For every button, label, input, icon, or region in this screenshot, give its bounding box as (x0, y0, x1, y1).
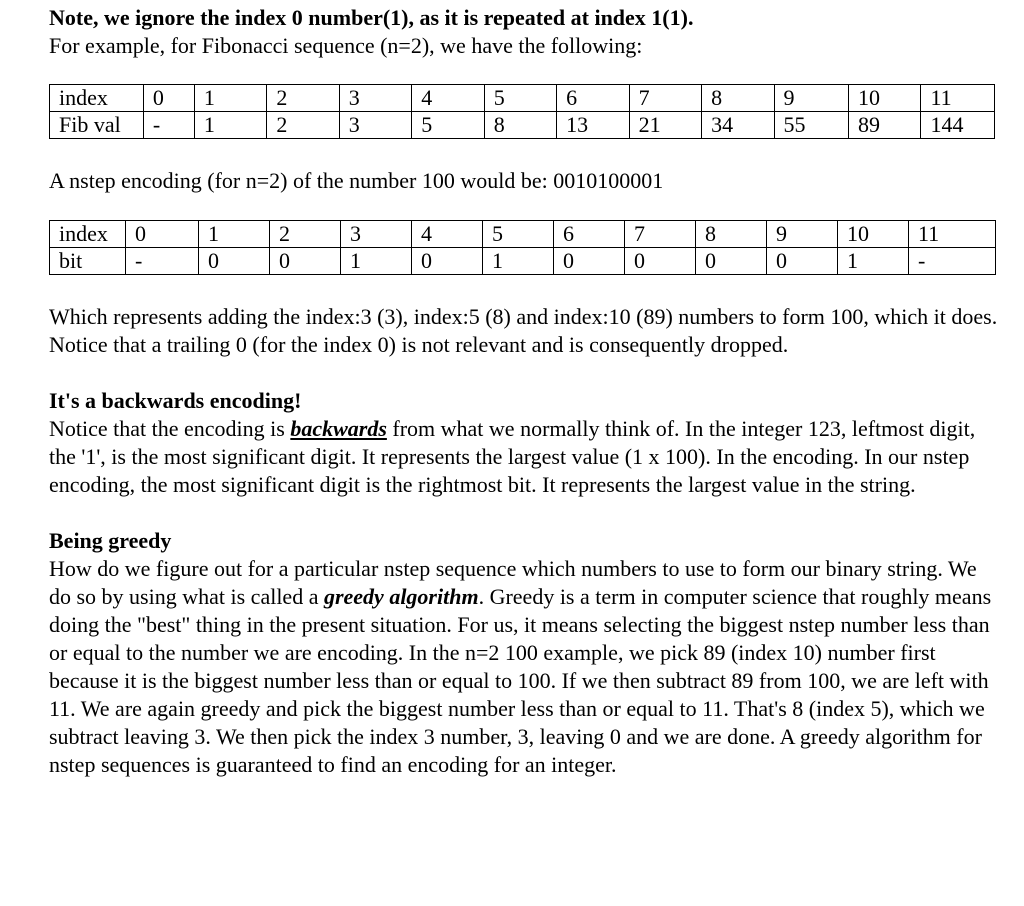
backwards-text-after: from what we normally think of. In the integer 123, leftmost digit, the '1', is the most significant digit. It represents the largest value (1 x 100). In the encoding. In our nstep encoding, the most significant digit is the rightmost bit. It represents the largest value in the string. (49, 416, 976, 497)
table-cell: 1 (194, 112, 266, 139)
fibonacci-table (49, 84, 995, 139)
table-cell: 1 (483, 248, 554, 275)
table-cell: 3 (339, 85, 411, 112)
document-page (49, 4, 999, 779)
index-row (50, 85, 995, 112)
table-cell: 3 (341, 221, 412, 248)
table-cell: 0 (126, 221, 199, 248)
table-cell: Fib val (50, 112, 144, 139)
table-cell: 0 (412, 248, 483, 275)
table-cell: 7 (629, 85, 701, 112)
bit-table (49, 220, 996, 275)
table-cell: 0 (143, 85, 194, 112)
index-row (50, 221, 996, 248)
table-cell: 0 (696, 248, 767, 275)
table-cell: 6 (554, 221, 625, 248)
table-cell: 1 (199, 221, 270, 248)
table-cell: 4 (412, 85, 484, 112)
table-cell: 1 (341, 248, 412, 275)
backwards-paragraph (49, 415, 999, 499)
example-line: For example, for Fibonacci sequence (n=2), we have the following: (49, 33, 643, 58)
table-cell: bit (50, 248, 126, 275)
table-cell: 34 (702, 112, 774, 139)
table-cell: 1 (194, 85, 266, 112)
note-bold-line: Note, we ignore the index 0 number(1), as it is repeated at index 1(1). (49, 5, 694, 30)
table-cell: 8 (696, 221, 767, 248)
table-cell: 0 (270, 248, 341, 275)
table-cell: 8 (484, 112, 556, 139)
table-cell: index (50, 85, 144, 112)
table-cell: 0 (767, 248, 838, 275)
table-cell: 5 (483, 221, 554, 248)
encoding-intro: A nstep encoding (for n=2) of the number 100 would be: 0010100001 (49, 168, 664, 193)
table-cell: index (50, 221, 126, 248)
table-cell: 11 (921, 85, 995, 112)
greedy-emphasis: greedy algorithm (323, 584, 479, 609)
table-cell: - (909, 248, 996, 275)
table-cell: 9 (767, 221, 838, 248)
table-cell: 0 (554, 248, 625, 275)
table-cell: 9 (774, 85, 848, 112)
backwards-emphasis: backwards (290, 416, 387, 441)
table-cell: 2 (270, 221, 341, 248)
table-cell: 55 (774, 112, 848, 139)
table-cell: 21 (629, 112, 701, 139)
fibonacci-table-body (50, 85, 995, 139)
greedy-paragraph (49, 555, 999, 779)
table-cell: 5 (412, 112, 484, 139)
table-cell: - (126, 248, 199, 275)
backwards-heading: It's a backwards encoding! (49, 388, 302, 413)
table-cell: 13 (557, 112, 629, 139)
table-cell: 4 (412, 221, 483, 248)
backwards-text-before: Notice that the encoding is (49, 416, 291, 441)
table-cell: 2 (267, 85, 339, 112)
table-cell: 0 (199, 248, 270, 275)
greedy-heading: Being greedy (49, 528, 172, 553)
greedy-text-before: How do we figure out for a particular nstep sequence which numbers to use to form our binary string. We do so by using what is called a (49, 556, 977, 609)
fib-value-row (50, 112, 995, 139)
table-cell: 0 (625, 248, 696, 275)
bit-row (50, 248, 996, 275)
table-cell: 2 (267, 112, 339, 139)
table-cell: 1 (838, 248, 909, 275)
table-cell: 7 (625, 221, 696, 248)
greedy-text-after: . Greedy is a term in computer science that roughly means doing the "best" thing in the present situation. For us, it means selecting the biggest nstep number less than or equal to the number we are encoding. In the n=2 100 example, we pick 89 (index 10) number first because it is the biggest number less than or equal to 100. If we then subtract 89 from 100, we are left with 11. We are again greedy and pick the biggest number less than or equal to 11. That's 8 (index 5), which we subtract leaving 3. We then pick the index 3 number, 3, leaving 0 and we are done. A greedy algorithm for nstep sequences is guaranteed to find an encoding for an integer. (49, 584, 992, 777)
table-cell: 10 (838, 221, 909, 248)
table-cell: 89 (849, 112, 921, 139)
table-cell: - (143, 112, 194, 139)
table-cell: 10 (849, 85, 921, 112)
which-paragraph: Which represents adding the index:3 (3), index:5 (8) and index:10 (89) numbers to form 100, which it does. Notice that a trailing 0 (for the index 0) is not relevant and is consequently dropped. (49, 304, 998, 357)
table-cell: 144 (921, 112, 995, 139)
table-cell: 6 (557, 85, 629, 112)
table-cell: 11 (909, 221, 996, 248)
table-cell: 3 (339, 112, 411, 139)
table-cell: 8 (702, 85, 774, 112)
bit-table-body (50, 221, 996, 275)
table-cell: 5 (484, 85, 556, 112)
